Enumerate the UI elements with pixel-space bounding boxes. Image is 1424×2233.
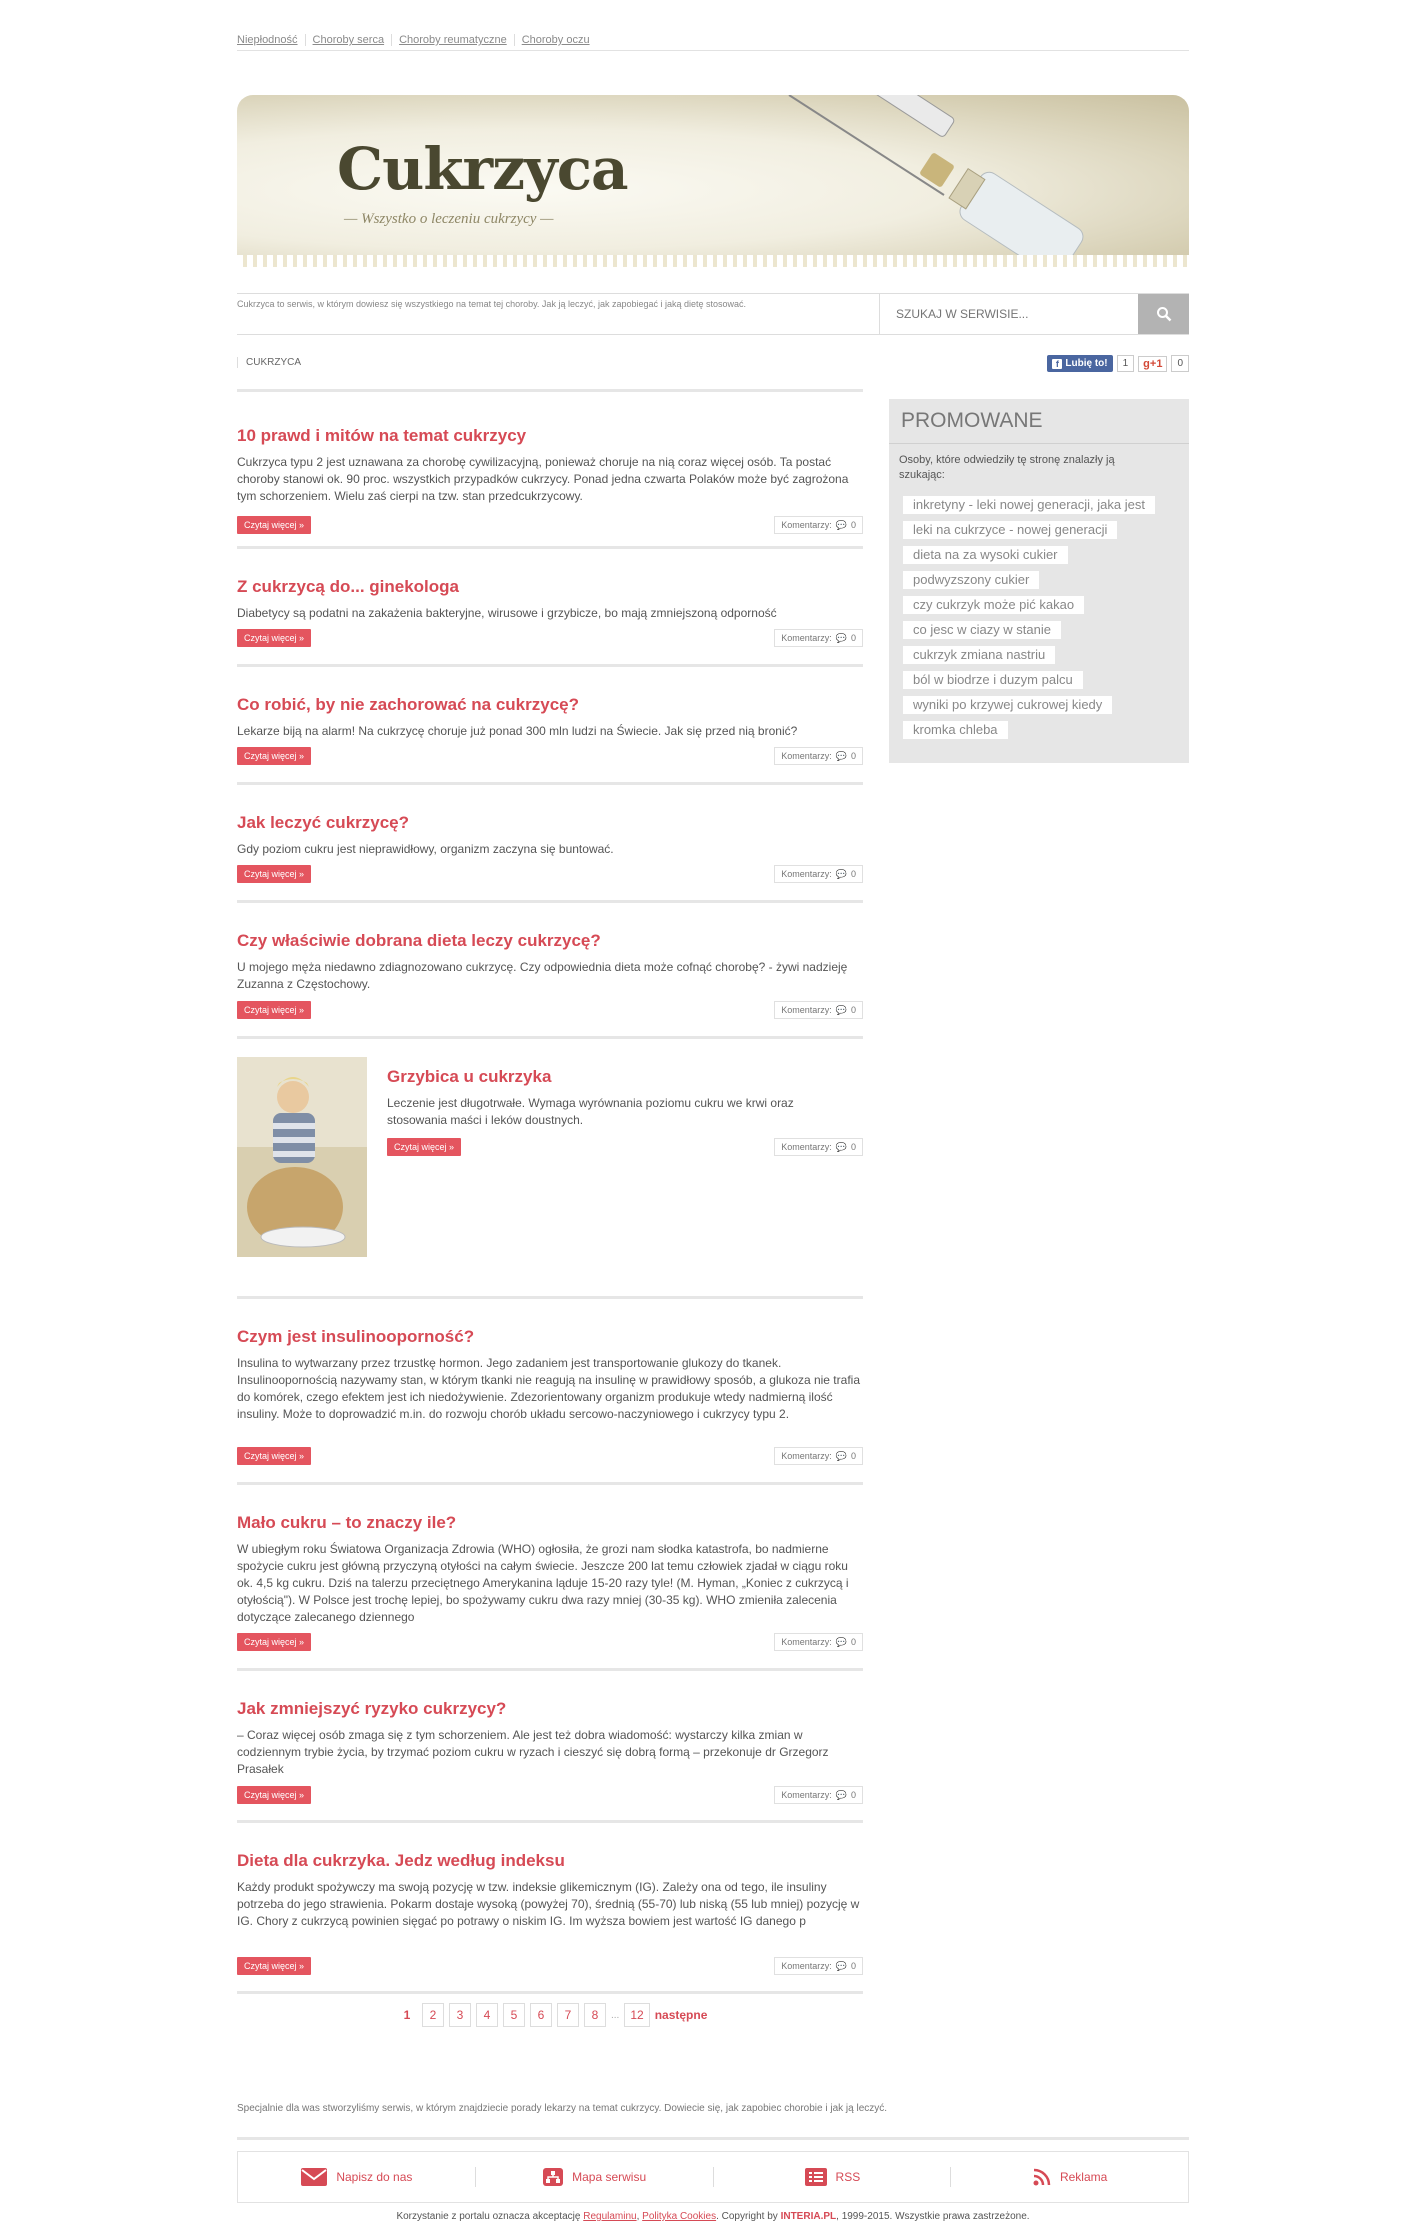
comments-label: Komentarzy: xyxy=(781,1142,832,1152)
article-excerpt: – Coraz więcej osób zmaga się z tym schorzeniem. Ale jest też dobra wiadomość: wystarczy kilka zmian w codziennym trybie życia, by trzymać poziom cukru w ryzach i cieszyć się dobrą formą – przekonuje dr Grzegorz Prasałek xyxy=(237,1728,829,1776)
topnav-link-choroby-oczu[interactable]: Choroby oczu xyxy=(514,34,597,46)
footer-rss-label: RSS xyxy=(835,2170,861,2184)
article-card xyxy=(237,1668,863,1819)
comments-link[interactable] xyxy=(774,1001,863,1019)
article-title[interactable]: Dieta dla cukrzyka. Jedz według indeksu xyxy=(237,1851,565,1870)
sidebar-title: PROMOWANE xyxy=(901,409,1043,432)
article-excerpt: Insulina to wytwarzany przez trzustkę hormon. Jego zadaniem jest transportowanie glukozy do tkanek. Insulinoopornością nazywamy stan, w którym tkanki nie reagują na insulinę w prawidłowy sposób, a glukoza nie trafia do komórek, czego efektem jest ich niedożywienie. Zdezorientowany organizm produkuje wtedy nadmierną ilość insuliny. Może to doprowadzić m.in. do rozwoju chorób układu sercowo-naczyniowego i cukrzycy typu 2. xyxy=(237,1356,860,1421)
comments-count: 0 xyxy=(850,633,856,643)
footer-sitemap-label: Mapa serwisu xyxy=(572,2170,647,2184)
comments-count: 0 xyxy=(850,1142,856,1152)
comments-link[interactable] xyxy=(774,1138,863,1156)
comments-label: Komentarzy: xyxy=(781,1451,832,1461)
article-card xyxy=(237,900,863,1033)
read-more-label: Czytaj więcej » xyxy=(244,1005,305,1015)
read-more-button[interactable] xyxy=(387,1138,461,1156)
search-tags xyxy=(903,496,1183,746)
article-title[interactable]: 10 prawd i mitów na temat cukrzycy xyxy=(237,426,527,445)
promoted-sidebar xyxy=(889,399,1189,763)
read-more-label: Czytaj więcej » xyxy=(244,1961,305,1971)
page-link[interactable]: 4 xyxy=(476,2003,498,2027)
next-page-link[interactable]: następne xyxy=(654,2008,708,2022)
comment-icon: 💬 xyxy=(835,751,847,761)
comments-link[interactable] xyxy=(774,516,863,534)
article-excerpt: Gdy poziom cukru jest nieprawidłowy, organizm zaczyna się buntować. xyxy=(237,842,614,856)
article-title[interactable]: Czy właściwie dobrana dieta leczy cukrzycę? xyxy=(237,931,601,950)
terms-link[interactable]: Regulaminu xyxy=(583,2211,637,2222)
social-buttons xyxy=(1047,355,1189,372)
cookies-policy-link[interactable]: Polityka Cookies xyxy=(642,2211,717,2222)
copyright-prefix: Korzystanie z portalu oznacza akceptację xyxy=(396,2211,581,2222)
comments-count: 0 xyxy=(850,1451,856,1461)
site-title[interactable]: Cukrzyca xyxy=(337,135,628,203)
article-thumbnail[interactable] xyxy=(237,1057,367,1257)
facebook-icon: f xyxy=(1052,359,1062,369)
search-tag[interactable]: dieta na za wysoki cukier xyxy=(903,546,1068,564)
article-title[interactable]: Czym jest insulinooporność? xyxy=(237,1327,475,1346)
footer-nav xyxy=(237,2151,1189,2203)
google-plus-label: +1 xyxy=(1149,357,1163,370)
breadcrumb[interactable]: CUKRZYCA xyxy=(237,357,301,368)
topnav-link-nieplodnosc[interactable]: Niepłodność xyxy=(237,34,298,46)
read-more-label: Czytaj więcej » xyxy=(244,520,305,530)
footer-sitemap-link[interactable] xyxy=(475,2167,713,2187)
rss-icon xyxy=(1032,2167,1052,2187)
read-more-label: Czytaj więcej » xyxy=(244,1790,305,1800)
comments-label: Komentarzy: xyxy=(781,1961,832,1971)
search-tag[interactable]: leki na cukrzyce - nowej generacji xyxy=(903,521,1117,539)
article-title[interactable]: Mało cukru – to znaczy ile? xyxy=(237,1513,457,1532)
pagination-ellipsis: ... xyxy=(611,2009,620,2021)
site-subtitle: — Wszystko o leczeniu cukrzycy — xyxy=(344,211,554,227)
envelope-icon xyxy=(300,2167,328,2187)
article-title[interactable]: Z cukrzycą do... ginekologa xyxy=(237,577,459,596)
read-more-button[interactable] xyxy=(237,1786,311,1804)
footer-contact-label: Napisz do nas xyxy=(336,2170,413,2184)
interia-brand-link[interactable]: INTERIA.PL xyxy=(780,2211,837,2222)
article-card xyxy=(237,1296,863,1481)
page-link[interactable]: 2 xyxy=(422,2003,444,2027)
footer-ads-label: Reklama xyxy=(1059,2170,1108,2184)
article-excerpt: Lekarze biją na alarm! Na cukrzycę choruje już ponad 300 mln ludzi na Świecie. Jak się przed nią bronić? xyxy=(237,724,798,738)
comments-count: 0 xyxy=(850,869,856,879)
comments-link[interactable] xyxy=(774,865,863,883)
search-tag[interactable]: inkretyny - leki nowej generacji, jaka jest xyxy=(903,496,1155,514)
article-card xyxy=(237,389,863,542)
read-more-button[interactable] xyxy=(237,865,311,883)
page-1-current: 1 xyxy=(403,2008,411,2022)
comment-icon: 💬 xyxy=(835,1142,847,1152)
page-link-last[interactable]: 12 xyxy=(624,2003,649,2027)
facebook-like-button[interactable] xyxy=(1047,355,1112,372)
footer-rss-link[interactable] xyxy=(713,2167,951,2187)
read-more-button[interactable] xyxy=(237,1001,311,1019)
info-bar xyxy=(237,293,1189,335)
article-title[interactable]: Co robić, by nie zachorować na cukrzycę? xyxy=(237,695,579,714)
comments-link[interactable] xyxy=(774,747,863,765)
breadcrumb-bar xyxy=(237,353,1189,373)
page-link[interactable]: 6 xyxy=(530,2003,552,2027)
site-description: Cukrzyca to serwis, w którym dowiesz się wszystkiego na temat tej choroby. Jak ją leczyć, jak zapobiegać i jaką dietę stosować. xyxy=(237,299,747,309)
comments-link[interactable] xyxy=(774,1957,863,1975)
search-tag[interactable]: kromka chleba xyxy=(903,721,1008,739)
article-excerpt: Każdy produkt spożywczy ma swoją pozycję w tzw. indeksie glikemicznym (IG). Zależy ona od tego, ile insuliny potrzeba do jego strawienia. Pokarm dostaje wysoką (powyżej 70), średnią (55-70) lub niską (55 lub mniej) pozycję w IG. Chory z cukrzycą powinien sięgać po potrawy o niskim IG. Im wyższa bowiem jest wartość IG danego p xyxy=(237,1880,860,1928)
read-more-label: Czytaj więcej » xyxy=(244,869,305,879)
page-link[interactable]: 7 xyxy=(557,2003,579,2027)
comments-label: Komentarzy: xyxy=(781,520,832,530)
comments-count: 0 xyxy=(850,520,856,530)
topnav-link-choroby-serca[interactable]: Choroby serca xyxy=(305,34,392,46)
search-tag[interactable]: cukrzyk zmiana nastriu xyxy=(903,646,1055,664)
article-title[interactable]: Jak leczyć cukrzycę? xyxy=(237,813,410,832)
search-icon xyxy=(1156,306,1172,322)
footer-ads-link[interactable] xyxy=(950,2167,1188,2187)
list-icon xyxy=(804,2167,828,2187)
search-tag[interactable]: wyniki po krzywej cukrowej kiedy xyxy=(903,696,1112,714)
article-excerpt: Leczenie jest długotrwałe. Wymaga wyrównania poziomu cukru we krwi oraz stosowania maści i leków doustnych. xyxy=(387,1096,794,1127)
comments-label: Komentarzy: xyxy=(781,633,832,643)
footer-description: Specjalnie dla was stworzyliśmy serwis, w którym znajdziecie porady lekarzy na temat cukrzycy. Dowiecie się, jak zapobiec chorobie i jak ją leczyć. xyxy=(237,2103,888,2114)
read-more-button[interactable] xyxy=(237,747,311,765)
comments-count: 0 xyxy=(850,751,856,761)
facebook-like-label: Lubię to! xyxy=(1065,358,1108,369)
read-more-label: Czytaj więcej » xyxy=(394,1142,455,1152)
comments-label: Komentarzy: xyxy=(781,751,832,761)
search-tag[interactable]: ból w biodrze i duzym palcu xyxy=(903,671,1083,689)
facebook-like-count: 1 xyxy=(1117,355,1135,372)
comments-label: Komentarzy: xyxy=(781,1790,832,1800)
comments-count: 0 xyxy=(850,1637,856,1647)
comments-label: Komentarzy: xyxy=(781,1637,832,1647)
copyright-suffix: 1999-2015. Wszystkie prawa zastrzeżone. xyxy=(841,2211,1030,2222)
read-more-label: Czytaj więcej » xyxy=(244,751,305,761)
comment-icon: 💬 xyxy=(835,520,847,530)
syringe-vial-illustration xyxy=(729,95,1189,267)
footer-contact-link[interactable] xyxy=(238,2167,475,2187)
comments-label: Komentarzy: xyxy=(781,1005,832,1015)
comments-link[interactable] xyxy=(774,1633,863,1651)
article-card xyxy=(237,664,863,781)
sitemap-icon xyxy=(542,2167,564,2187)
article-excerpt: U mojego męża niedawno zdiagnozowano cukrzycę. Czy odpowiednia dieta może cofnąć chorobę? - żywi nadzieję Zuzanna z Częstochowy. xyxy=(237,960,848,991)
comment-icon: 💬 xyxy=(835,1637,847,1647)
comments-link[interactable] xyxy=(774,629,863,647)
article-card xyxy=(237,1036,863,1293)
comments-label: Komentarzy: xyxy=(781,869,832,879)
read-more-button[interactable] xyxy=(237,1447,311,1465)
article-card xyxy=(237,1482,863,1667)
google-plus-button[interactable]: g+1 xyxy=(1138,356,1167,372)
article-card xyxy=(237,546,863,663)
pagination xyxy=(397,2003,707,2027)
search-tag[interactable]: co jesc w ciazy w stanie xyxy=(903,621,1061,639)
read-more-button[interactable] xyxy=(237,516,311,534)
comment-icon: 💬 xyxy=(835,1451,847,1461)
comment-icon: 💬 xyxy=(835,1961,847,1971)
copyright-by: . Copyright by xyxy=(716,2211,778,2222)
comments-count: 0 xyxy=(850,1790,856,1800)
comments-count: 0 xyxy=(850,1961,856,1971)
article-excerpt: Diabetycy są podatni na zakażenia bakteryjne, wirusowe i grzybicze, bo mają zmniejszoną odporność xyxy=(237,606,777,620)
read-more-label: Czytaj więcej » xyxy=(244,1637,305,1647)
search-button[interactable] xyxy=(1138,294,1189,334)
sidebar-intro: Osoby, które odwiedziły tę stronę znalazły ją szukając: xyxy=(899,454,1115,481)
page-link[interactable]: 5 xyxy=(503,2003,525,2027)
read-more-label: Czytaj więcej » xyxy=(244,1451,305,1461)
banner-fringe xyxy=(237,255,1189,267)
article-title[interactable]: Grzybica u cukrzyka xyxy=(387,1067,552,1086)
comments-count: 0 xyxy=(850,1005,856,1015)
comment-icon: 💬 xyxy=(835,869,847,879)
read-more-button[interactable] xyxy=(237,1957,311,1975)
read-more-button[interactable] xyxy=(237,1633,311,1651)
article-excerpt: W ubiegłym roku Światowa Organizacja Zdrowia (WHO) ogłosiła, że grozi nam słodka katastrofa, bo nadmierne spożycie cukru jest główną przyczyną otyłości na całym świecie. Jeszcze 200 lat temu człowiek zjadał w ciągu roku ok. 4,5 kg cukru. Dziś na talerzu przeciętnego Amerykanina ląduje 15-20 razy tyle! (M. Hyman, „Koniec z cukrzycą i otyłością"). W Polsce jest trochę lepiej, bo spożywamy cukru dwa razy mniej (30-35 kg). WHO zmieniła zalecenia dotyczące zalecanego dziennego xyxy=(237,1542,849,1624)
page-link[interactable]: 8 xyxy=(584,2003,606,2027)
comment-icon: 💬 xyxy=(835,1005,847,1015)
article-card xyxy=(237,782,863,899)
comments-link[interactable] xyxy=(774,1447,863,1465)
topnav-link-choroby-reumatyczne[interactable]: Choroby reumatyczne xyxy=(391,34,514,46)
comment-icon: 💬 xyxy=(835,1790,847,1800)
search-tag[interactable]: podwyzszony cukier xyxy=(903,571,1039,589)
header-banner xyxy=(237,95,1189,267)
comment-icon: 💬 xyxy=(835,633,847,643)
top-nav xyxy=(237,30,1189,51)
article-title[interactable]: Jak zmniejszyć ryzyko cukrzycy? xyxy=(237,1699,507,1718)
article-card xyxy=(237,1820,863,1994)
google-plus-count: 0 xyxy=(1171,355,1189,372)
sidebar-divider xyxy=(889,443,1189,444)
comments-link[interactable] xyxy=(774,1786,863,1804)
search-input[interactable] xyxy=(879,294,1138,334)
read-more-button[interactable] xyxy=(237,629,311,647)
article-excerpt: Cukrzyca typu 2 jest uznawana za chorobę cywilizacyjną, ponieważ choruje na nią coraz więcej osób. Ta postać choroby stanowi ok. 90 proc. wszystkich przypadków cukrzycy. Ponad jedna czwarta Polaków może być zagrożona tym schorzeniem. Wielu zaś cierpi na tzw. stan przedcukrzycowy. xyxy=(237,455,849,503)
read-more-label: Czytaj więcej » xyxy=(244,633,305,643)
page-link[interactable]: 3 xyxy=(449,2003,471,2027)
footer-copyright: Korzystanie z portalu oznacza akceptację Regulaminu, Polityka Cookies. Copyright by INTERIA.PL, 1999-2015. Wszystkie prawa zastrzeżone. xyxy=(396,2211,1030,2222)
search-tag[interactable]: czy cukrzyk może pić kakao xyxy=(903,596,1084,614)
footer-divider xyxy=(237,2137,1189,2140)
